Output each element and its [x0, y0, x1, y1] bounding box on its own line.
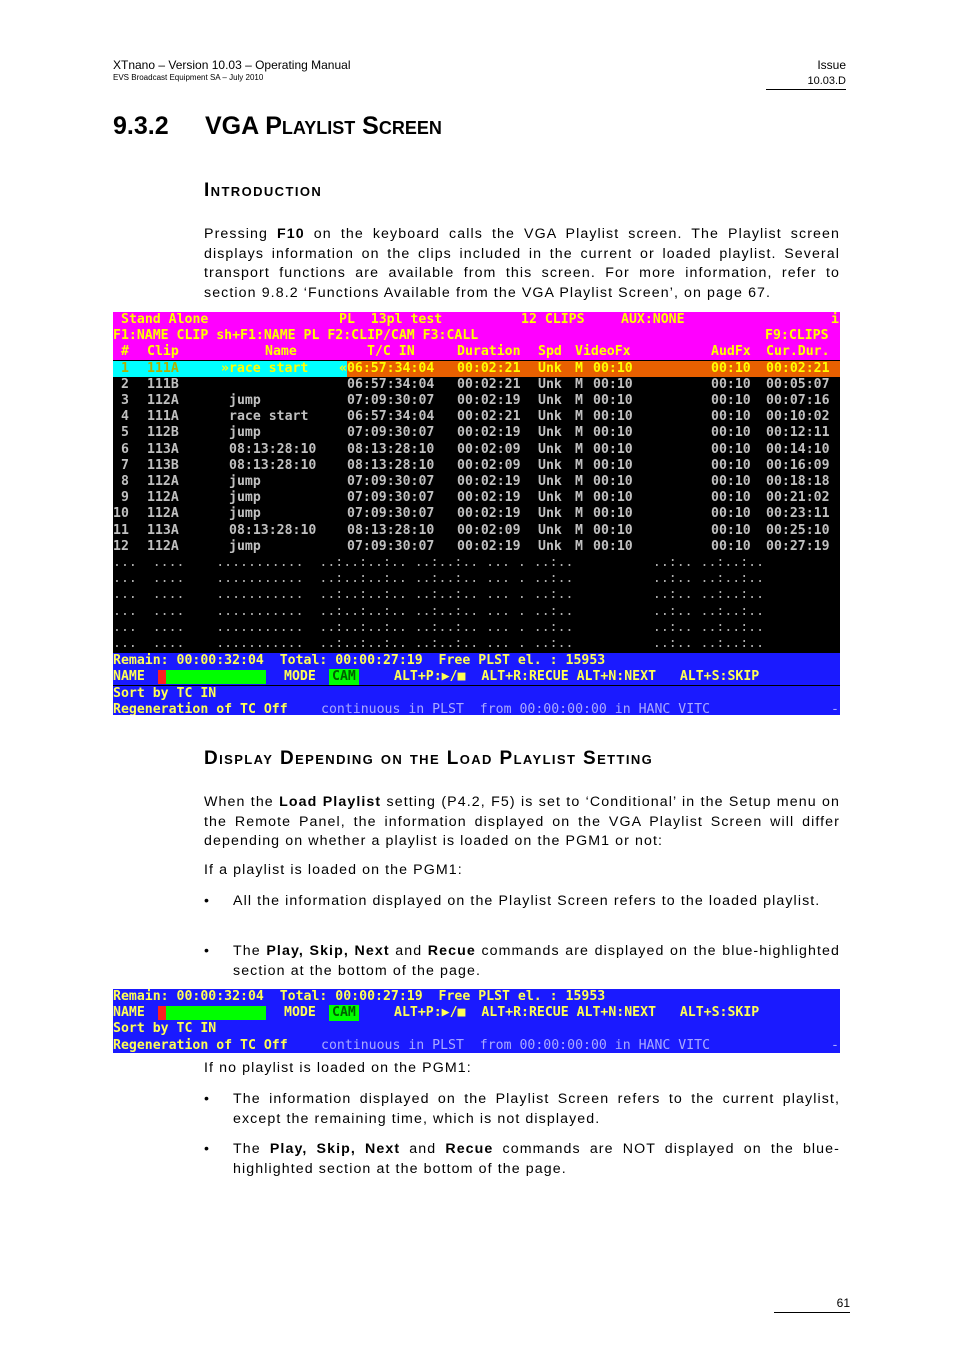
- vga-row-tc: 07:09:30:07: [347, 393, 435, 408]
- vga-title-playlist: PL 13pl test: [339, 312, 443, 327]
- vga-row-mode: M: [575, 393, 583, 408]
- vga-row-number: 12: [113, 538, 129, 554]
- vga-row-tc: 07:09:30:07: [347, 425, 435, 441]
- vga-row-speed: Unk: [538, 522, 562, 538]
- vga-row-audfx: 00:10: [711, 457, 751, 473]
- bullet-item: • All the information displayed on the Playlist Screen refers to the loaded playlist.: [204, 893, 821, 909]
- vga-row-audfx: 00:10: [711, 425, 751, 441]
- vga-playlist-row: [113, 490, 840, 506]
- vga-name-label: NAME: [113, 669, 145, 685]
- vga-row-mode: M: [575, 409, 583, 425]
- vga-row-duration: 00:02:19: [457, 425, 521, 441]
- doc-title: XTnano – Version 10.03 – Operating Manual: [113, 58, 351, 72]
- vga-playlist-row: [113, 425, 840, 441]
- vga-row-videofx: 00:10: [593, 490, 633, 506]
- vga-row-clip: 113A: [147, 522, 179, 538]
- vga-empty-dots: ... .... ........... ..:..:..:.. ..:..:.. ... . ..:.. ..:.. ..:..:..: [113, 555, 765, 570]
- vga-playlist-screen: [113, 312, 840, 715]
- vga-empty-dots: ... .... ........... ..:..:..:.. ..:..:.. ... . ..:.. ..:.. ..:..:..: [113, 603, 765, 619]
- bullet-item: • The information displayed on the Playlist Screen refers to the current playlist, except the remaining time, which is not displayed.: [204, 1091, 840, 1127]
- vga-row-number: 8: [121, 474, 129, 489]
- vga-row-audfx: 00:10: [711, 522, 751, 538]
- vga-status-sort: [113, 1021, 840, 1037]
- vga-playlist-row: [113, 523, 840, 539]
- vga-row-number: 6: [121, 441, 129, 457]
- vga-row-videofx: 00:10: [593, 360, 633, 376]
- vga-row-speed: Unk: [538, 376, 562, 392]
- vga-row-videofx: 00:10: [593, 457, 633, 473]
- vga-cam-badge: CAM: [329, 669, 359, 685]
- vga-row-duration: 00:02:19: [457, 490, 521, 506]
- vga-row-number: 2: [121, 376, 129, 392]
- vga-row-name: jump: [229, 474, 261, 489]
- vga-row-curdur: 00:07:16: [766, 393, 830, 408]
- intro-paragraph: Pressing F10 on the keyboard calls the VGA Playlist screen. The Playlist screen displays information on the clips included in the current or loaded playlist. Several transport functions are available from this screen. For more information, refer to section 9.8.2 ‘Functions Available from the VGA Playlist Screen’, on page 67.: [204, 226, 840, 301]
- vga-row-speed: Unk: [538, 360, 562, 376]
- vga-row-tc: 07:09:30:07: [347, 490, 435, 506]
- vga-row-videofx: 00:10: [593, 538, 633, 554]
- vga-row-videofx: 00:10: [593, 474, 633, 489]
- bullet-item: • The Play, Skip, Next and Recue commands are NOT displayed on the blue-highlighted section at the bottom of the page.: [204, 1141, 840, 1177]
- vga-mode-label: MODE: [284, 669, 316, 685]
- vga-row-tc: 06:57:34:04: [347, 409, 435, 425]
- vga-row-curdur: 00:16:09: [766, 457, 830, 473]
- vga-name-cursor: [158, 670, 166, 684]
- vga-row-videofx: 00:10: [593, 506, 633, 522]
- vga-row-audfx: 00:10: [711, 360, 751, 376]
- vga-name-field: [166, 1006, 266, 1020]
- vga-sort-text: Sort by TC IN: [113, 1021, 217, 1037]
- vga-row-duration: 00:02:19: [457, 538, 521, 554]
- section-number: 9.3.2: [113, 112, 169, 140]
- vga-status-strip: [113, 989, 840, 1053]
- vga-row-clip: 111B: [147, 376, 179, 392]
- vga-row-duration: 00:02:21: [457, 409, 521, 425]
- vga-row-speed: Unk: [538, 425, 562, 441]
- vga-row-curdur: 00:18:18: [766, 474, 830, 489]
- vga-row-audfx: 00:10: [711, 441, 751, 457]
- vga-remain-text: Remain: 00:00:32:04 Total: 00:00:27:19 Free PLST el. : 15953: [113, 989, 606, 1004]
- vga-title-right: i: [831, 312, 839, 327]
- vga-empty-dots: ... .... ........... ..:..:..:.. ..:..:.. ... . ..:.. ..:.. ..:..:..: [113, 636, 765, 651]
- vga-row-clip: 111A: [147, 360, 179, 376]
- vga-title-aux: AUX:NONE: [621, 312, 685, 327]
- vga-playlist-row: [113, 442, 840, 458]
- vga-shortcut-keys: ALT+P:▶/■ ALT+R:RECUE ALT+N:NEXT ALT+S:SKIP: [394, 1005, 760, 1021]
- vga-fkey-left: F1:NAME CLIP sh+F1:NAME PL F2:CLIP/CAM F3:CALL: [113, 328, 479, 344]
- vga-regen-dash: -: [831, 1037, 839, 1053]
- vga-fkey-bar: [113, 328, 840, 344]
- vga-status-keys: [113, 1005, 840, 1021]
- vga-playlist-row: [113, 393, 840, 409]
- vga-row-number: 7: [121, 457, 129, 473]
- vga-row-videofx: 00:10: [593, 409, 633, 425]
- vga-row-tc: 08:13:28:10: [347, 522, 435, 538]
- vga-row-curdur: 00:12:11: [766, 425, 830, 441]
- vga-row-name: 08:13:28:10: [229, 457, 317, 473]
- vga-row-name: jump: [229, 393, 261, 408]
- vga-row-mode: M: [575, 457, 583, 473]
- vga-row-mode: M: [575, 522, 583, 538]
- vga-title-clips: 12 CLIPS: [521, 312, 585, 327]
- vga-row-audfx: 00:10: [711, 490, 751, 506]
- vga-row-number: 3: [121, 393, 129, 408]
- vga-row-curdur: 00:14:10: [766, 441, 830, 457]
- vga-empty-row: [113, 604, 840, 620]
- vga-row-curdur: 00:25:10: [766, 522, 830, 538]
- vga-row-videofx: 00:10: [593, 425, 633, 441]
- vga-column-8: Cur.Dur.: [766, 344, 830, 360]
- vga-row-tc: 07:09:30:07: [347, 506, 435, 522]
- vga-row-clip: 112B: [147, 425, 179, 441]
- vga-status-remain: [113, 989, 840, 1005]
- vga-empty-dots: ... .... ........... ..:..:..:.. ..:..:.. ... . ..:.. ..:.. ..:..:..: [113, 587, 765, 603]
- vga-row-mode: M: [575, 474, 583, 489]
- vga-regen-dash: -: [831, 701, 839, 715]
- company-line: EVS Broadcast Equipment SA – July 2010: [113, 73, 264, 82]
- vga-name-cursor: [158, 1006, 166, 1020]
- vga-row-mode: M: [575, 441, 583, 457]
- vga-row-curdur: 00:02:21: [766, 360, 830, 376]
- vga-column-1: Clip: [147, 344, 179, 360]
- vga-column-3: T/C IN: [367, 344, 415, 360]
- vga-row-tc: 07:09:30:07: [347, 474, 435, 489]
- vga-column-7: AudFx: [711, 344, 751, 360]
- vga-sort-text: Sort by TC IN: [113, 685, 217, 701]
- vga-fkey-right: F9:CLIPS: [765, 328, 829, 344]
- vga-row-tc: «06:57:34:04: [339, 360, 435, 376]
- vga-row-mode: M: [575, 490, 583, 506]
- vga-row-tc: 08:13:28:10: [347, 441, 435, 457]
- vga-column-2: Name: [265, 344, 297, 360]
- vga-row-name: jump: [229, 506, 261, 522]
- vga-empty-dots: ... .... ........... ..:..:..:.. ..:..:.. ... . ..:.. ..:.. ..:..:..: [113, 619, 765, 635]
- vga-cam-badge: CAM: [329, 1005, 359, 1021]
- vga-shortcut-keys: ALT+P:▶/■ ALT+R:RECUE ALT+N:NEXT ALT+S:SKIP: [394, 669, 760, 685]
- vga-row-tc: 06:57:34:04: [347, 376, 435, 392]
- vga-row-videofx: 00:10: [593, 441, 633, 457]
- vga-row-duration: 00:02:09: [457, 441, 521, 457]
- page-number: 61: [774, 1296, 850, 1313]
- vga-row-speed: Unk: [538, 506, 562, 522]
- vga-row-name: jump: [229, 425, 261, 441]
- vga-row-videofx: 00:10: [593, 393, 633, 408]
- vga-row-clip: 112A: [147, 506, 179, 522]
- section-heading: [113, 112, 442, 141]
- vga-row-number: 4: [121, 409, 129, 425]
- loaded-intro: If a playlist is loaded on the PGM1:: [204, 862, 463, 878]
- vga-row-audfx: 00:10: [711, 474, 751, 489]
- bullet-item: • The Play, Skip, Next and Recue commands are displayed on the blue-highlighted section at the bottom of the page.: [204, 943, 840, 979]
- vga-row-videofx: 00:10: [593, 376, 633, 392]
- vga-row-mode: M: [575, 538, 583, 554]
- vga-playlist-row: [113, 474, 840, 490]
- vga-row-name: jump: [229, 538, 261, 554]
- vga-row-duration: 00:02:09: [457, 457, 521, 473]
- vga-row-name: race start: [229, 409, 309, 425]
- vga-playlist-row: [113, 539, 840, 555]
- vga-row-mode: M: [575, 506, 583, 522]
- vga-column-5: Spd: [538, 344, 562, 360]
- vga-playlist-row: [113, 361, 840, 377]
- vga-column-6: VideoFx: [575, 344, 631, 360]
- vga-row-name: 08:13:28:10: [229, 441, 317, 457]
- vga-column-header: [113, 344, 840, 360]
- vga-regen-label: Regeneration of TC Off: [113, 1037, 288, 1053]
- vga-mode-label: MODE: [284, 1005, 316, 1021]
- vga-regen-detail: continuous in PLST from 00:00:00:00 in HANC VITC: [321, 701, 711, 715]
- vga-row-name: jump: [229, 490, 261, 506]
- vga-row-number: 10: [113, 506, 129, 522]
- vga-row-number: 5: [121, 425, 129, 441]
- vga-row-clip: 112A: [147, 393, 179, 408]
- vga-row-speed: Unk: [538, 441, 562, 457]
- vga-row-number: 11: [113, 522, 129, 538]
- vga-row-duration: 00:02:19: [457, 506, 521, 522]
- vga-empty-row: [113, 620, 840, 636]
- vga-row-number: 9: [121, 490, 129, 506]
- vga-row-duration: 00:02:19: [457, 474, 521, 489]
- vga-empty-row: [113, 555, 840, 571]
- vga-row-tc: 07:09:30:07: [347, 538, 435, 554]
- vga-playlist-row: [113, 506, 840, 522]
- key-f10: F10: [277, 226, 305, 242]
- vga-column-4: Duration: [457, 344, 521, 360]
- vga-row-clip: 112A: [147, 490, 179, 506]
- vga-row-clip: 113A: [147, 441, 179, 457]
- vga-row-clip: 112A: [147, 538, 179, 554]
- vga-row-duration: 00:02:19: [457, 393, 521, 408]
- vga-row-audfx: 00:10: [711, 393, 751, 408]
- not-loaded-intro: If no playlist is loaded on the PGM1:: [204, 1060, 472, 1076]
- intro-heading: Introduction: [204, 180, 323, 201]
- vga-title-left: Stand Alone: [121, 312, 209, 327]
- vga-row-audfx: 00:10: [711, 376, 751, 392]
- display-heading: Display Depending on the Load Playlist Setting: [204, 748, 654, 769]
- vga-row-speed: Unk: [538, 457, 562, 473]
- vga-row-duration: 00:02:09: [457, 522, 521, 538]
- vga-row-clip: 113B: [147, 457, 179, 473]
- vga-row-clip: 111A: [147, 409, 179, 425]
- vga-row-speed: Unk: [538, 474, 562, 489]
- display-paragraph: When the Load Playlist setting (P4.2, F5) is set to ‘Conditional’ in the Setup menu on the Remote Panel, the information displayed on the VGA Playlist Screen will differ depending on whether a playlist is loaded on the PGM1 or not:: [204, 794, 840, 849]
- vga-playlist-row: [113, 409, 840, 425]
- section-title: VGA Playlist Screen: [205, 112, 442, 140]
- vga-row-name: »race start: [221, 360, 309, 376]
- vga-playlist-row: [113, 377, 840, 393]
- vga-row-duration: 00:02:21: [457, 376, 521, 392]
- vga-name-field: [166, 670, 266, 684]
- vga-row-curdur: 00:10:02: [766, 409, 830, 425]
- vga-status-remain: [113, 653, 840, 669]
- vga-column-0: #: [121, 344, 129, 360]
- vga-row-audfx: 00:10: [711, 538, 751, 554]
- vga-row-speed: Unk: [538, 409, 562, 425]
- vga-row-tc: 08:13:28:10: [347, 457, 435, 473]
- vga-status-regen: [113, 1038, 840, 1053]
- vga-row-clip: 112A: [147, 474, 179, 489]
- issue-label: Issue: [817, 58, 846, 72]
- vga-regen-detail: continuous in PLST from 00:00:00:00 in HANC VITC: [321, 1037, 711, 1053]
- vga-title-bar: [113, 312, 840, 328]
- vga-row-videofx: 00:10: [593, 522, 633, 538]
- vga-empty-row: [113, 636, 840, 652]
- vga-row-curdur: 00:23:11: [766, 506, 830, 522]
- vga-empty-dots: ... .... ........... ..:..:..:.. ..:..:.. ... . ..:.. ..:.. ..:..:..: [113, 571, 765, 587]
- vga-regen-label: Regeneration of TC Off: [113, 701, 288, 715]
- vga-status-keys: [113, 669, 840, 685]
- vga-row-audfx: 00:10: [711, 506, 751, 522]
- vga-status-regen: [113, 702, 840, 715]
- vga-row-curdur: 00:21:02: [766, 490, 830, 506]
- vga-remain-text: Remain: 00:00:32:04 Total: 00:00:27:19 Free PLST el. : 15953: [113, 653, 606, 669]
- vga-row-speed: Unk: [538, 490, 562, 506]
- vga-row-mode: M: [575, 376, 583, 392]
- vga-empty-row: [113, 571, 840, 587]
- vga-row-mode: M: [575, 425, 583, 441]
- vga-empty-row: [113, 587, 840, 603]
- vga-name-label: NAME: [113, 1005, 145, 1021]
- vga-row-number: 1: [121, 360, 129, 376]
- vga-playlist-row: [113, 458, 840, 474]
- vga-status-sort: [113, 686, 840, 702]
- vga-row-duration: 00:02:21: [457, 360, 521, 376]
- vga-row-curdur: 00:27:19: [766, 538, 830, 554]
- issue-value: 10.03.D: [766, 75, 846, 90]
- vga-row-name: 08:13:28:10: [229, 522, 317, 538]
- vga-row-audfx: 00:10: [711, 409, 751, 425]
- vga-row-speed: Unk: [538, 538, 562, 554]
- vga-row-speed: Unk: [538, 393, 562, 408]
- vga-row-curdur: 00:05:07: [766, 376, 830, 392]
- vga-row-mode: M: [575, 360, 583, 376]
